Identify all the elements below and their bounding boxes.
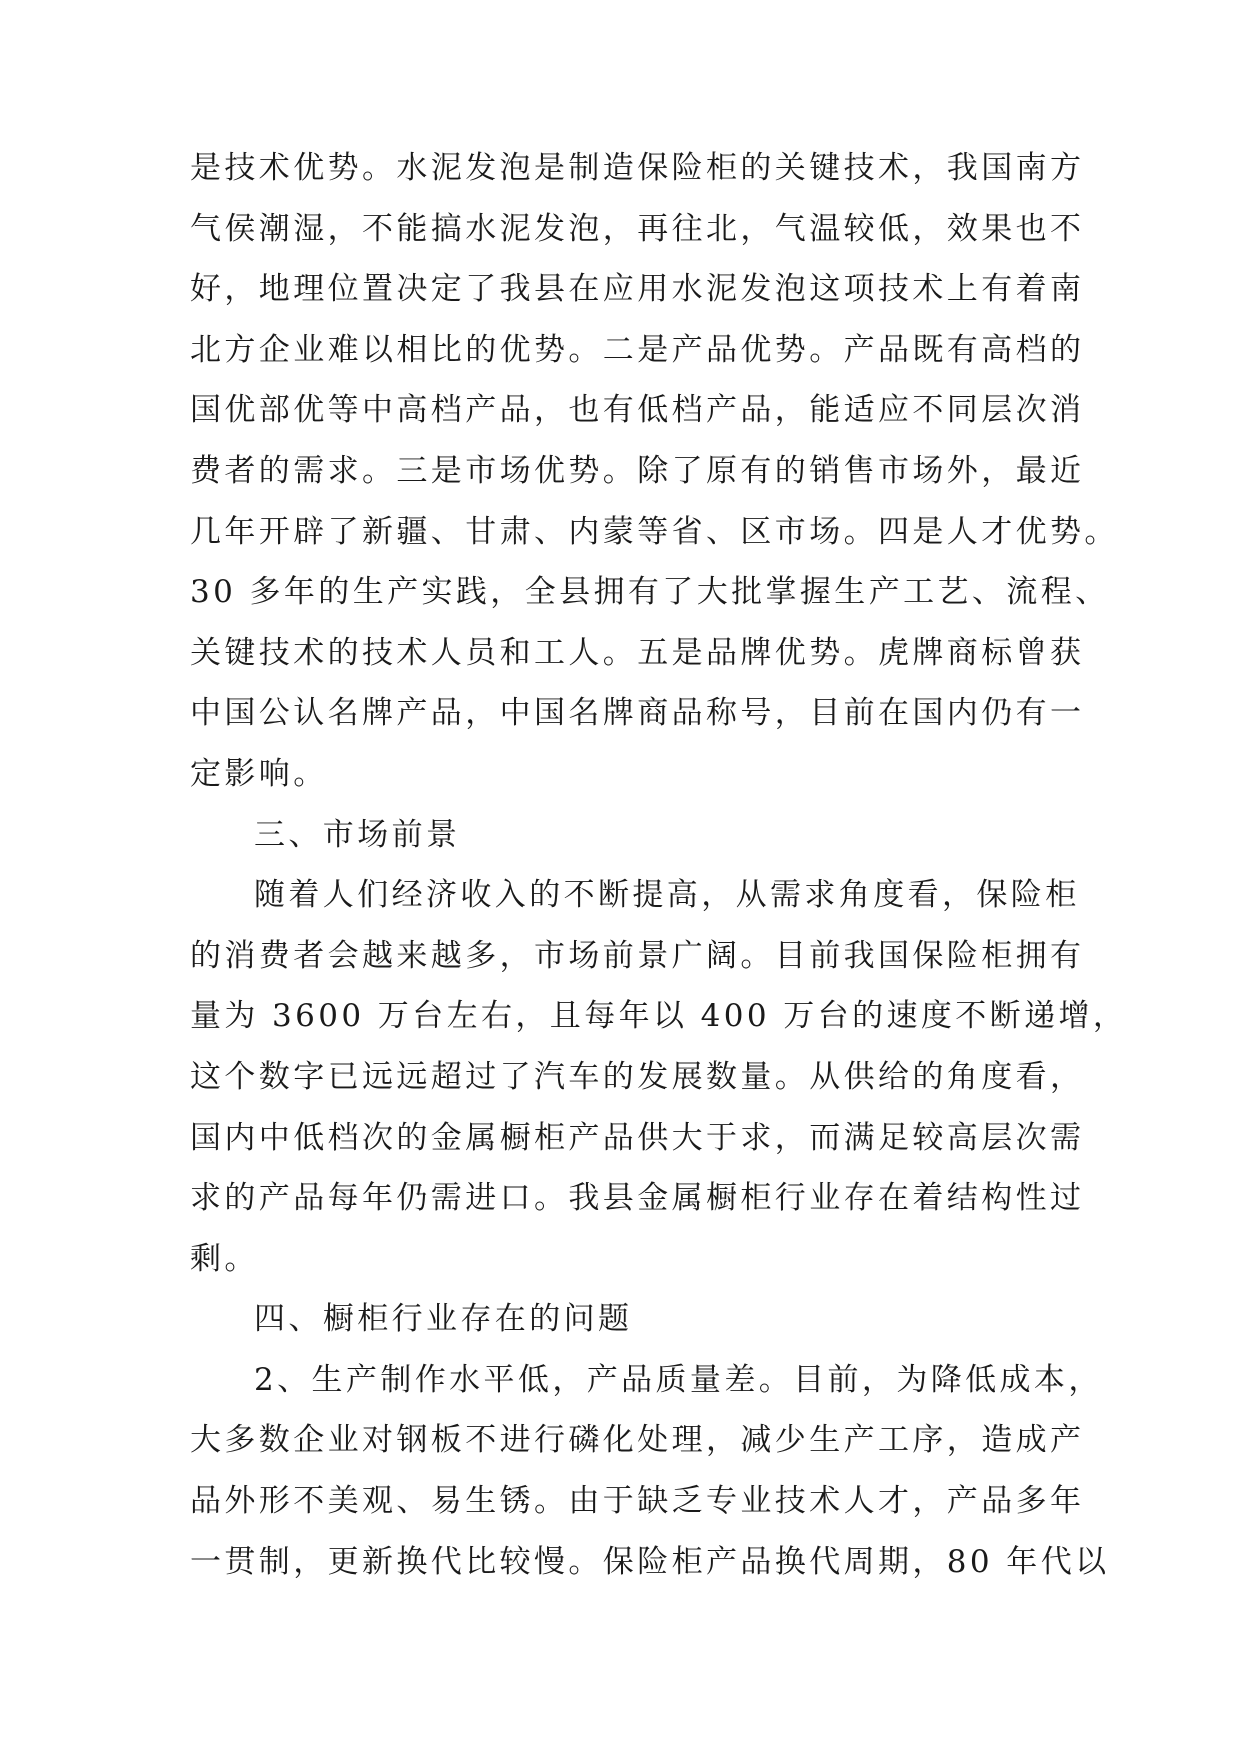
text-line: 费者的需求。三是市场优势。除了原有的销售市场外，最近 [190,452,1085,489]
text-line: 好，地理位置决定了我县在应用水泥发泡这项技术上有着南 [190,271,1085,308]
text-line: 定影响。 [190,755,328,792]
section-heading-industry-problems: 四、橱柜行业存在的问题 [254,1301,633,1338]
text-line: 国优部优等中高档产品，也有低档产品，能适应不同层次消 [190,392,1085,429]
document-body [190,138,1128,1592]
paragraph-first-line: 2、生产制作水平低，产品质量差。目前，为降低成本， [254,1361,1103,1398]
text-line: 品外形不美观、易生锈。由于缺乏专业技术人才，产品多年 [190,1483,1085,1520]
text-line: 关键技术的技术人员和工人。五是品牌优势。虎牌商标曾获 [190,634,1085,671]
text-line: 剩。 [190,1240,259,1277]
text-line: 求的产品每年仍需进口。我县金属橱柜行业存在着结构性过 [190,1180,1085,1217]
paragraph-first-line: 随着人们经济收入的不断提高，从需求角度看，保险柜 [254,877,1080,914]
text-line: 是技术优势。水泥发泡是制造保险柜的关键技术，我国南方 [190,150,1085,186]
text-line: 中国公认名牌产品，中国名牌商品称号，目前在国内仍有一 [190,695,1085,732]
text-line: 国内中低档次的金属橱柜产品供大于求，而满足较高层次需 [190,1119,1085,1156]
text-line: 30 多年的生产实践，全县拥有了大批掌握生产工艺、流程、 [190,574,1110,611]
text-line: 量为 3600 万台左右，且每年以 400 万台的速度不断递增， [190,998,1128,1035]
text-line: 几年开辟了新疆、甘肃、内蒙等省、区市场。四是人才优势。 [190,513,1119,550]
text-line: 一贯制，更新换代比较慢。保险柜产品换代周期，80 年代以 [190,1543,1110,1580]
section-heading-market-outlook: 三、市场前景 [254,816,461,853]
text-line: 北方企业难以相比的优势。二是产品优势。产品既有高档的 [190,331,1085,368]
text-line: 大多数企业对钢板不进行磷化处理，减少生产工序，造成产 [190,1422,1085,1459]
text-line: 气侯潮湿，不能搞水泥发泡，再往北，气温较低，效果也不 [190,210,1085,247]
text-line: 的消费者会越来越多，市场前景广阔。目前我国保险柜拥有 [190,937,1085,974]
text-line: 这个数字已远远超过了汽车的发展数量。从供给的角度看， [190,1058,1085,1095]
